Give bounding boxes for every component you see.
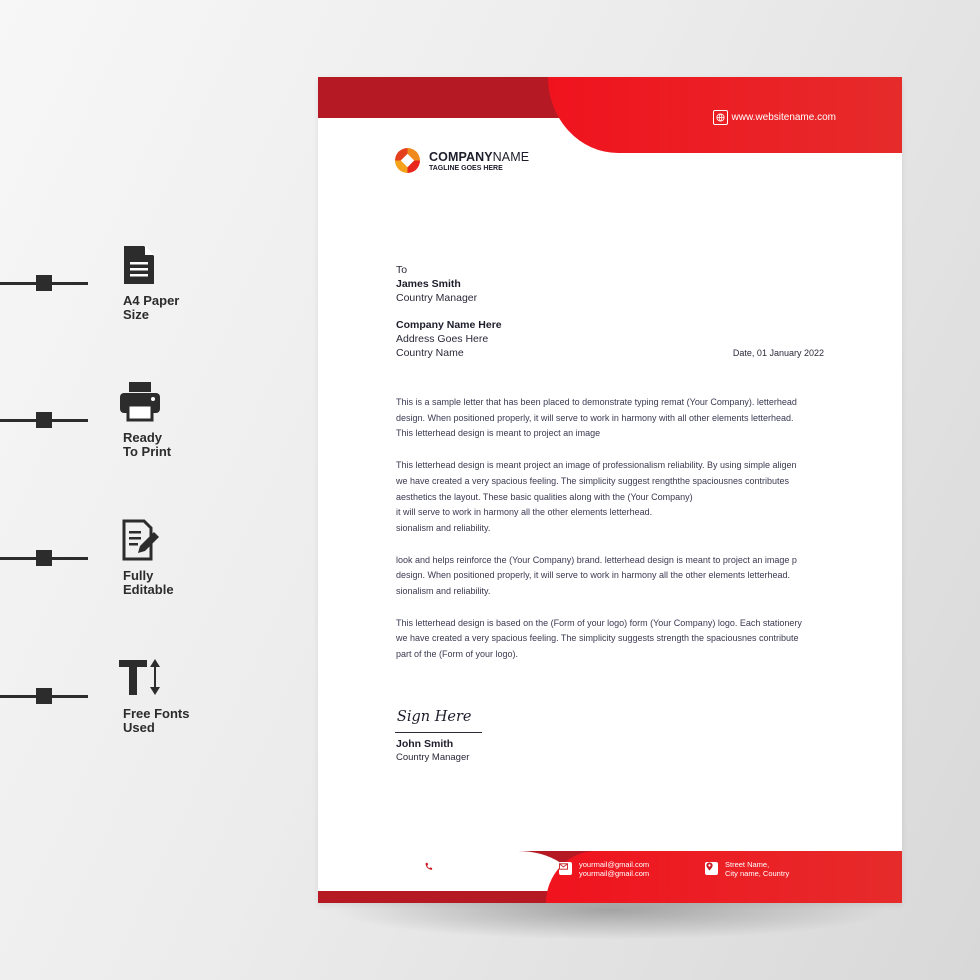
feature-rail-knob [36, 550, 52, 566]
footer-address: Street Name, City name, Country [705, 861, 789, 878]
feature-label: Fully Editable [123, 568, 174, 597]
logo-mark-icon [395, 148, 420, 173]
body-paragraph: This letterhead design is based on the (Form of your logo) form (Your Company) logo. Each stationery we have created a very spacious feeling. The simplicity suggests strength the spaciousnes contribute part of the (Form of your logo). [396, 617, 802, 660]
footer-email: yourmail@gmail.com yourmail@gmail.com [559, 861, 649, 878]
signer-block [396, 738, 469, 764]
recipient-name: James Smith [396, 278, 461, 290]
globe-icon [713, 110, 728, 125]
feature-rail-knob [36, 275, 52, 291]
feature-label: A4 Paper Size [123, 293, 180, 322]
phone-icon [424, 862, 437, 875]
company-name: Company Name Here [396, 319, 502, 331]
body-paragraph: look and helps reinforce the (Your Company) brand. letterhead design is meant to project an image p design. When positioned properly, it will serve to work in harmony all the other elements letterhead. sionalism and reliability. [396, 554, 797, 597]
signature-line [395, 732, 482, 733]
edit-document-icon [118, 517, 162, 561]
website-text: www.websitename.com [731, 112, 836, 123]
to-label: To [396, 264, 408, 276]
text-height-icon [118, 655, 162, 699]
company-address-block [396, 318, 502, 360]
feature-ready-to-print [0, 375, 200, 495]
mail-icon [559, 862, 572, 875]
svg-text:Sign Here: Sign Here [396, 708, 472, 725]
feature-rail-knob [36, 412, 52, 428]
body-paragraph: This is a sample letter that has been placed to demonstrate typing remat (Your Company). letterhead design. When positioned properly, it will serve to work in harmony with all other elements letterhead. This letterhead design is meant to project an image [396, 397, 797, 439]
feature-fully-editable [0, 513, 200, 633]
address-line: Address Goes Here [396, 333, 489, 345]
recipient-block [396, 263, 477, 305]
feature-label: Free Fonts Used [123, 706, 190, 735]
signer-name: John Smith [396, 738, 454, 750]
signature-image [395, 701, 482, 731]
letter-body [396, 395, 836, 679]
company-tagline: TAGLINE GOES HERE [429, 164, 503, 172]
letter-date: Date, 01 January 2022 [732, 348, 824, 358]
website-contact [713, 110, 836, 125]
letterhead-sheet [318, 77, 902, 903]
feature-free-fonts [0, 651, 200, 771]
feature-rail-knob [36, 688, 52, 704]
feature-label: Ready To Print [123, 430, 172, 459]
footer-phone: +0123 456 7890 +0123 456 7890 [424, 861, 498, 878]
location-pin-icon [705, 862, 718, 875]
body-paragraph: This letterhead design is meant project an image of professionalism reliability. By using simple aligen we have created a very spacious feeling. The simplicity suggest rengththe spaciousnes contributes aesthetics the layout. These basic qualities along with the (Your Company) it will serve to work in harmony all the other elements letterhead. sionalism and reliability. [396, 460, 797, 533]
country-line: Country Name [396, 347, 464, 359]
company-logo [395, 148, 529, 173]
printer-icon [118, 379, 162, 423]
recipient-title: Country Manager [396, 292, 478, 304]
company-brand: COMPANYNAME [429, 149, 530, 164]
document-icon [118, 242, 162, 286]
signer-title: Country Manager [396, 752, 470, 763]
feature-a4-paper [0, 238, 200, 358]
